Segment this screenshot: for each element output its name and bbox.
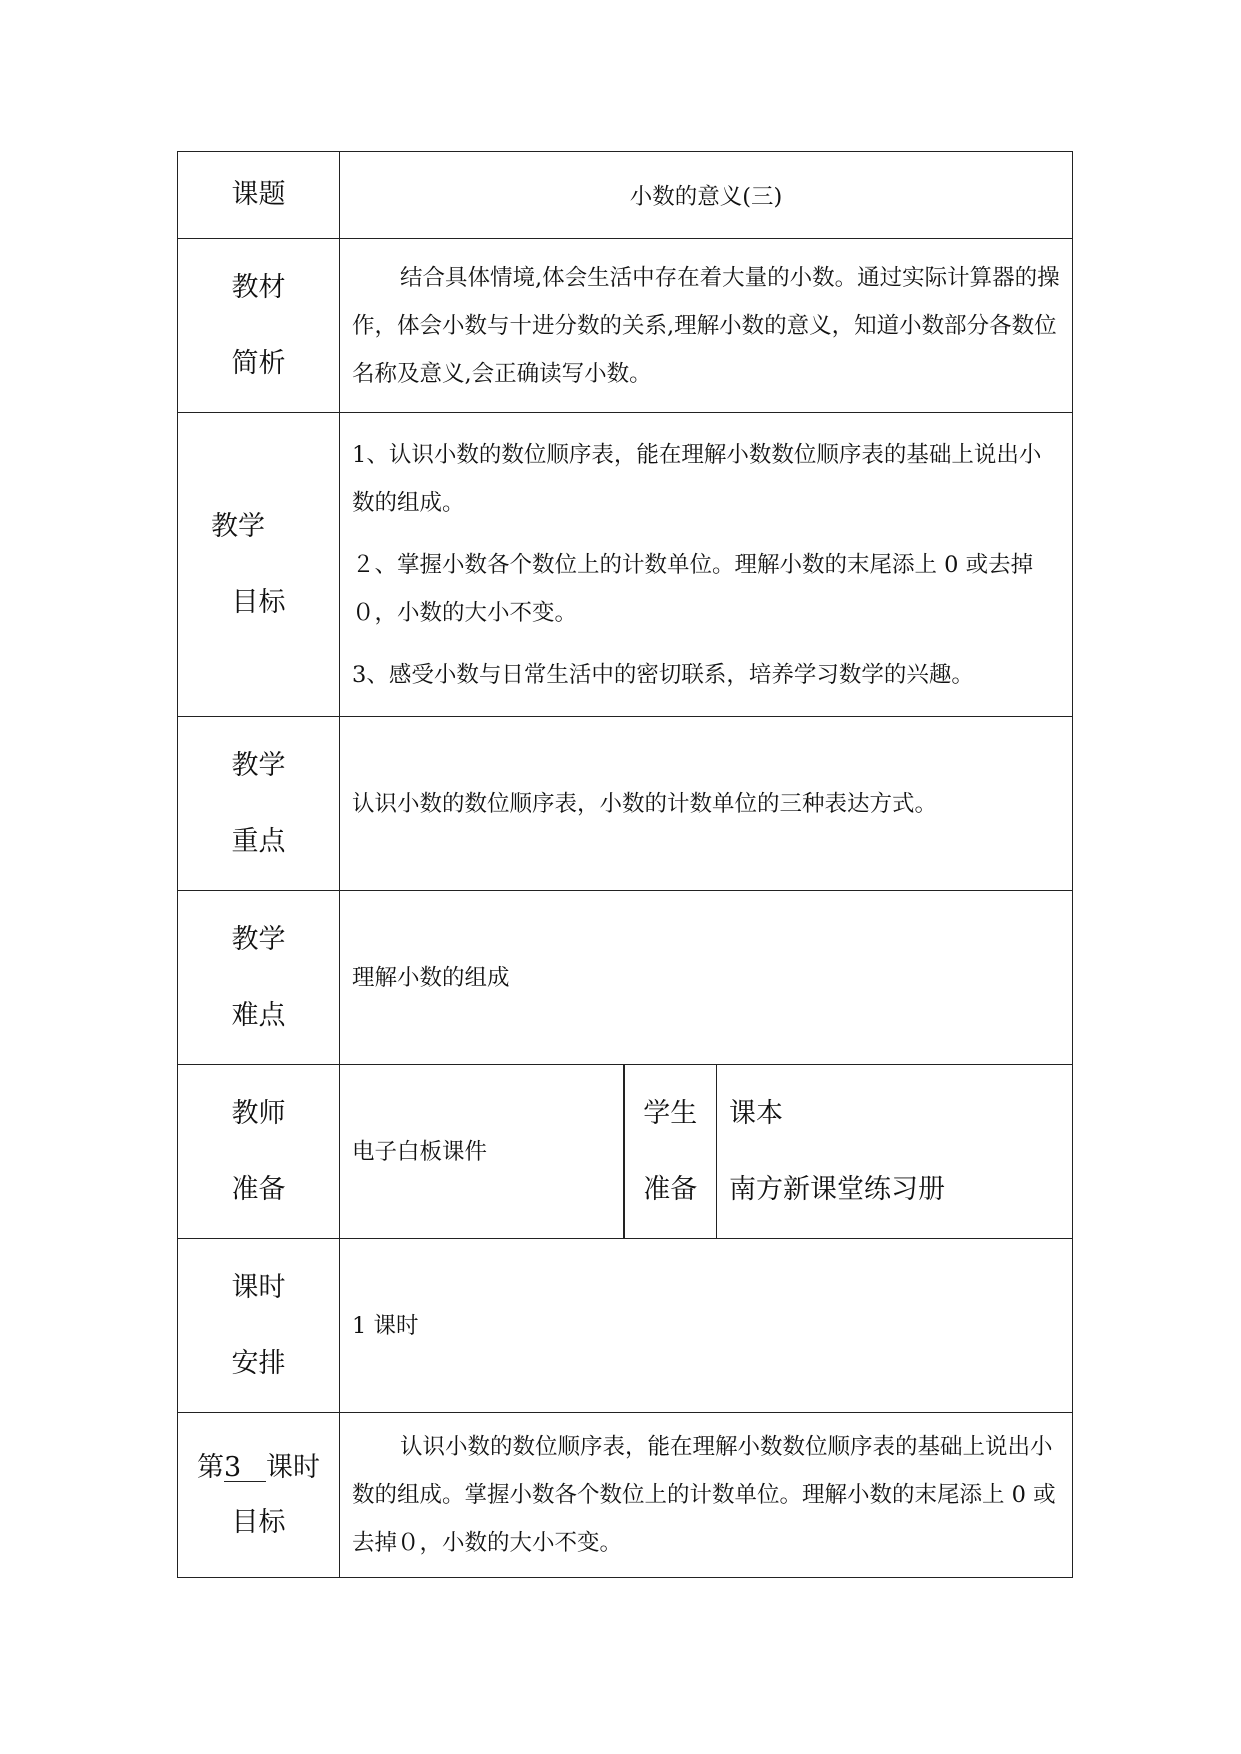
preparation-row: [178, 1065, 1073, 1239]
objective-item-2: ２、掌握小数各个数位上的计数单位。理解小数的末尾添上 0 或去掉０，小数的大小不变。: [352, 551, 1034, 626]
key-points-label-cell: [178, 717, 340, 891]
key-points-label-line2: 重点: [231, 825, 286, 857]
objectives-row: [178, 413, 1073, 717]
key-points-label-line1: 教学: [231, 750, 286, 782]
schedule-label-line2: 安排: [231, 1347, 286, 1379]
objectives-content: [340, 413, 1073, 717]
teacher-prep-label-cell: [178, 1065, 340, 1239]
topic-label: 课题: [231, 179, 286, 211]
objectives-label-line2: 目标: [231, 586, 286, 618]
lesson-goal-label-line2: 目标: [231, 1507, 286, 1538]
objectives-label-line1: 教学: [211, 511, 265, 543]
lesson-goal-text: 认识小数的数位顺序表，能在理解小数数位顺序表的基础上说出小数的组成。掌握小数各个数位上的计数单位。理解小数的末尾添上 0 或去掉０，小数的大小不变。: [340, 1413, 1073, 1578]
schedule-label-line1: 课时: [231, 1272, 286, 1304]
material-label-line2: 简析: [231, 347, 286, 379]
difficulties-label-cell: [178, 891, 340, 1065]
schedule-label-cell: [178, 1239, 340, 1413]
key-points-row: [178, 717, 1073, 891]
material-text: 结合具体情境,体会生活中存在着大量的小数。通过实际计算器的操作，体会小数与十进分数的关系,理解小数的意义，知道小数部分各数位名称及意义,会正确读写小数。: [340, 239, 1073, 413]
objective-item-3: 3、感受小数与日常生活中的密切联系，培养学习数学的兴趣。: [352, 661, 974, 688]
key-points-text: 认识小数的数位顺序表，小数的计数单位的三种表达方式。: [340, 717, 1073, 891]
objective-item-1: 1、认识小数的数位顺序表，能在理解小数数位顺序表的基础上说出小数的组成。: [352, 441, 1042, 516]
student-prep-label-line1: 学生: [643, 1098, 698, 1130]
material-row: [178, 239, 1073, 413]
topic-label-cell: [178, 152, 340, 239]
objectives-label-cell: [178, 413, 340, 717]
difficulties-label-line2: 难点: [231, 999, 286, 1031]
difficulties-row: [178, 891, 1073, 1065]
schedule-row: [178, 1239, 1073, 1413]
student-prep-value-line1: 课本: [729, 1098, 783, 1130]
lesson-number: 3: [224, 1454, 266, 1482]
material-label-line1: 教材: [231, 272, 286, 304]
student-prep-value-cell: [717, 1065, 1073, 1239]
topic-value: 小数的意义(三): [340, 152, 1073, 239]
student-prep-label-line2: 准备: [643, 1173, 698, 1205]
material-label-cell: [178, 239, 340, 413]
lesson-goal-prefix: 第: [197, 1451, 224, 1483]
schedule-text: 1 课时: [340, 1239, 1073, 1413]
teacher-prep-label-line1: 教师: [231, 1098, 286, 1130]
lesson-goal-label-line1: [178, 1450, 339, 1485]
lesson-plan-table: [177, 151, 1073, 1578]
lesson-goal-label-cell: [178, 1413, 340, 1578]
difficulties-text: 理解小数的组成: [340, 891, 1073, 1065]
topic-row: [178, 152, 1073, 239]
lesson-goal-suffix: 课时: [266, 1451, 320, 1483]
student-prep-value-line2: 南方新课堂练习册: [729, 1173, 945, 1205]
difficulties-label-line1: 教学: [231, 924, 286, 956]
lesson-goal-row: [178, 1413, 1073, 1578]
teacher-prep-label-line2: 准备: [231, 1173, 286, 1205]
teacher-prep-value: 电子白板课件: [340, 1065, 624, 1239]
student-prep-label-cell: [624, 1065, 717, 1239]
